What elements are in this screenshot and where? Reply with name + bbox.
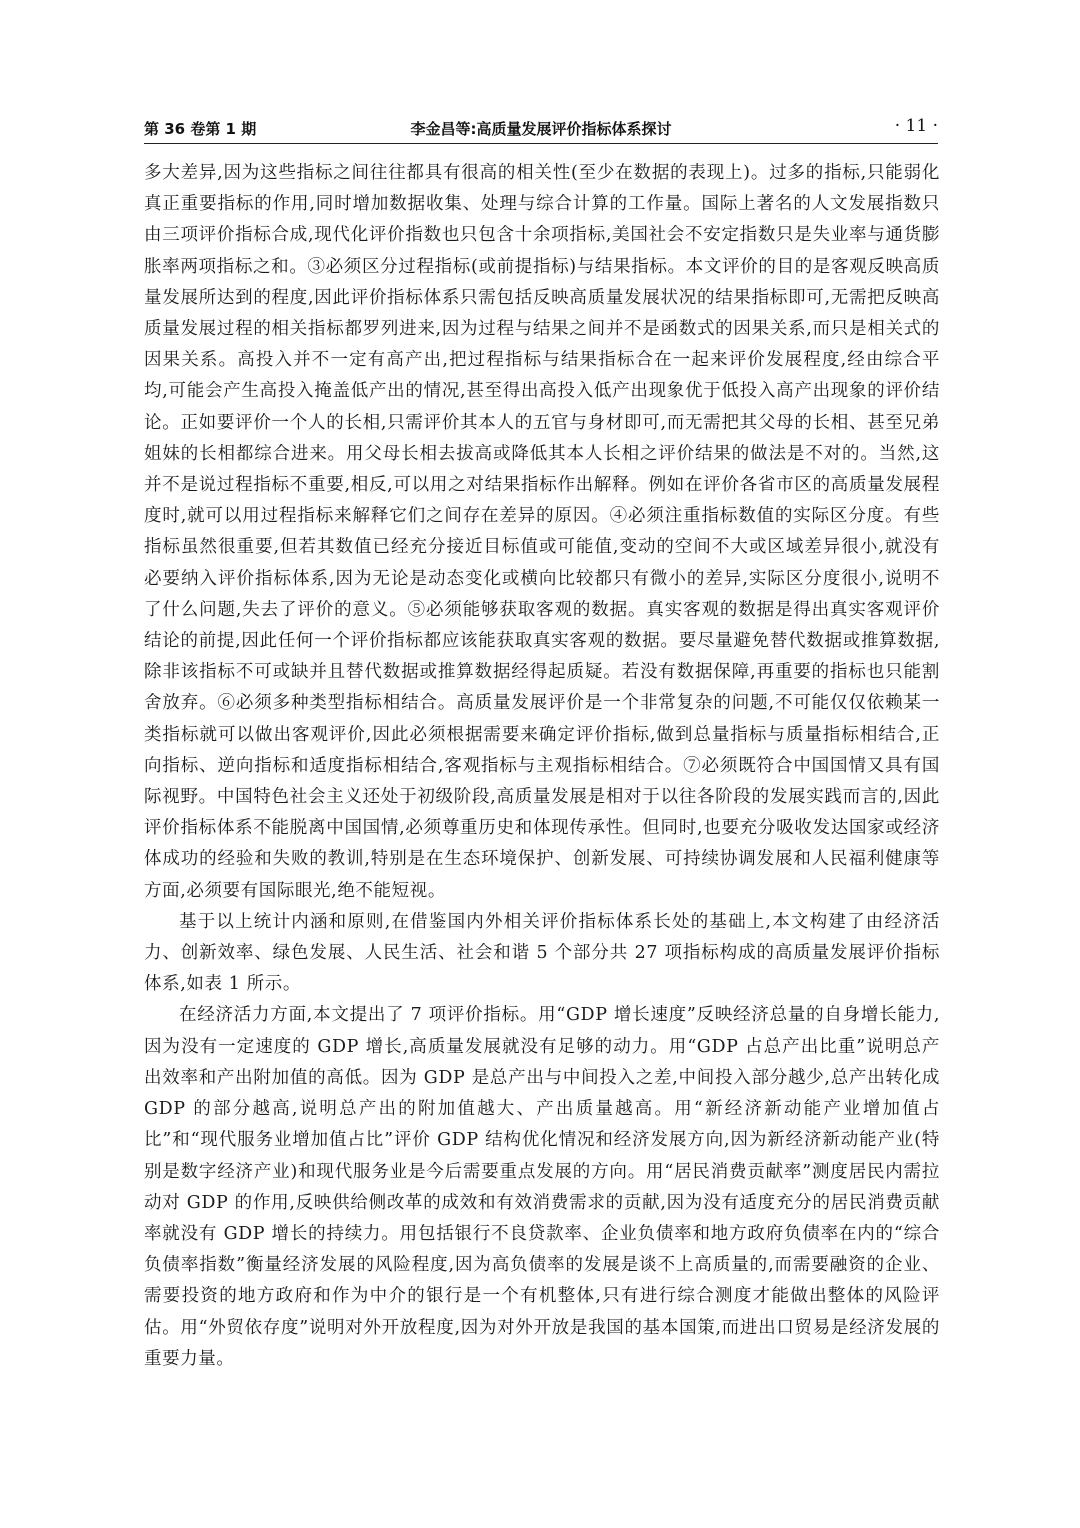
running-header [144,116,938,142]
article-body [144,158,940,1375]
header-rule [144,143,938,144]
paragraph-continued: 多大差异,因为这些指标之间往往都具有很高的相关性(至少在数据的表现上)。过多的指标,只能弱化真正重要指标的作用,同时增加数据收集、处理与综合计算的工作量。国际上著名的人文发展指数只由三项评价指标合成,现代化评价指数也只包含十余项指标,美国社会不安定指数只是失业率与通货膨胀率两项指标之和。③必须区分过程指标(或前提指标)与结果指标。本文评价的目的是客观反映高质量发展所达到的程度,因此评价指标体系只需包括反映高质量发展状况的结果指标即可,无需把反映高质量发展过程的相关指标都罗列进来,因为过程与结果之间并不是函数式的因果关系,而只是相关式的因果关系。高投入并不一定有高产出,把过程指标与结果指标合在一起来评价发展程度,经由综合平均,可能会产生高投入掩盖低产出的情况,甚至得出高投入低产出现象优于低投入高产出现象的评价结论。正如要评价一个人的长相,只需评价其本人的五官与身材即可,而无需把其父母的长相、甚至兄弟姐妹的长相都综合进来。用父母长相去拔高或降低其本人长相之评价结果的做法是不对的。当然,这并不是说过程指标不重要,相反,可以用之对结果指标作出解释。例如在评价各省市区的高质量发展程度时,就可以用过程指标来解释它们之间存在差异的原因。④必须注重指标数值的实际区分度。有些指标虽然很重要,但若其数值已经充分接近目标值或可能值,变动的空间不大或区域差异很小,就没有必要纳入评价指标体系,因为无论是动态变化或横向比较都只有微小的差异,实际区分度很小,说明不了什么问题,失去了评价的意义。⑤必须能够获取客观的数据。真实客观的数据是得出真实客观评价结论的前提,因此任何一个评价指标都应该能获取真实客观的数据。要尽量避免替代数据或推算数据,除非该指标不可或缺并且替代数据或推算数据经得起质疑。若没有数据保障,再重要的指标也只能割舍放弃。⑥必须多种类型指标相结合。高质量发展评价是一个非常复杂的问题,不可能仅仅依赖某一类指标就可以做出客观评价,因此必须根据需要来确定评价指标,做到总量指标与质量指标相结合,正向指标、逆向指标和适度指标相结合,客观指标与主观指标相结合。⑦必须既符合中国国情又具有国际视野。中国特色社会主义还处于初级阶段,高质量发展是相对于以往各阶段的发展实践而言的,因此评价指标体系不能脱离中国国情,必须尊重历史和体现传承性。但同时,也要充分吸收发达国家或经济体成功的经验和失败的教训,特别是在生态环境保护、创新发展、可持续协调发展和人民福利健康等方面,必须要有国际眼光,绝不能短视。 [144,163,940,901]
paragraph-economic-vitality: 在经济活力方面,本文提出了 7 项评价指标。用“GDP 增长速度”反映经济总量的自身增长能力,因为没有一定速度的 GDP 增长,高质量发展就没有足够的动力。用“GDP 占总产出比重”说明总产出效率和产出附加值的高低。因为 GDP 是总产出与中间投入之差,中间投入部分越少,总产出转化成 GDP 的部分越高,说明总产出的附加值越大、产出质量越高。用“新经济新动能产业增加值占比”和“现代服务业增加值占比”评价 GDP 结构优化情况和经济发展方向,因为新经济新动能产业(特别是数字经济产业)和现代服务业是今后需要重点发展的方向。用“居民消费贡献率”测度居民内需拉动对 GDP 的作用,反映供给侧改革的成效和有效消费需求的贡献,因为没有适度充分的居民消费贡献率就没有 GDP 增长的持续力。用包括银行不良贷款率、企业负债率和地方政府负债率在内的“综合负债率指数”衡量经济发展的风险程度,因为高负债率的发展是谈不上高质量的,而需要融资的企业、需要投资的地方政府和作为中介的银行是一个有机整体,只有进行综合测度才能做出整体的风险评估。用“外贸依存度”说明对外开放程度,因为对外开放是我国的基本国策,而进出口贸易是经济发展的重要力量。 [144,1005,940,1369]
paragraph-framework: 基于以上统计内涵和原则,在借鉴国内外相关评价指标体系长处的基础上,本文构建了由经济活力、创新效率、绿色发展、人民生活、社会和谐 5 个部分共 27 项指标构成的高质量发展评价指标体系,如表 1 所示。 [144,911,940,995]
article-running-title: 李金昌等:高质量发展评价指标体系探讨 [410,120,672,138]
journal-volume-issue: 第 36 卷第 1 期 [144,120,257,138]
page-number: · 11 · [894,116,938,136]
